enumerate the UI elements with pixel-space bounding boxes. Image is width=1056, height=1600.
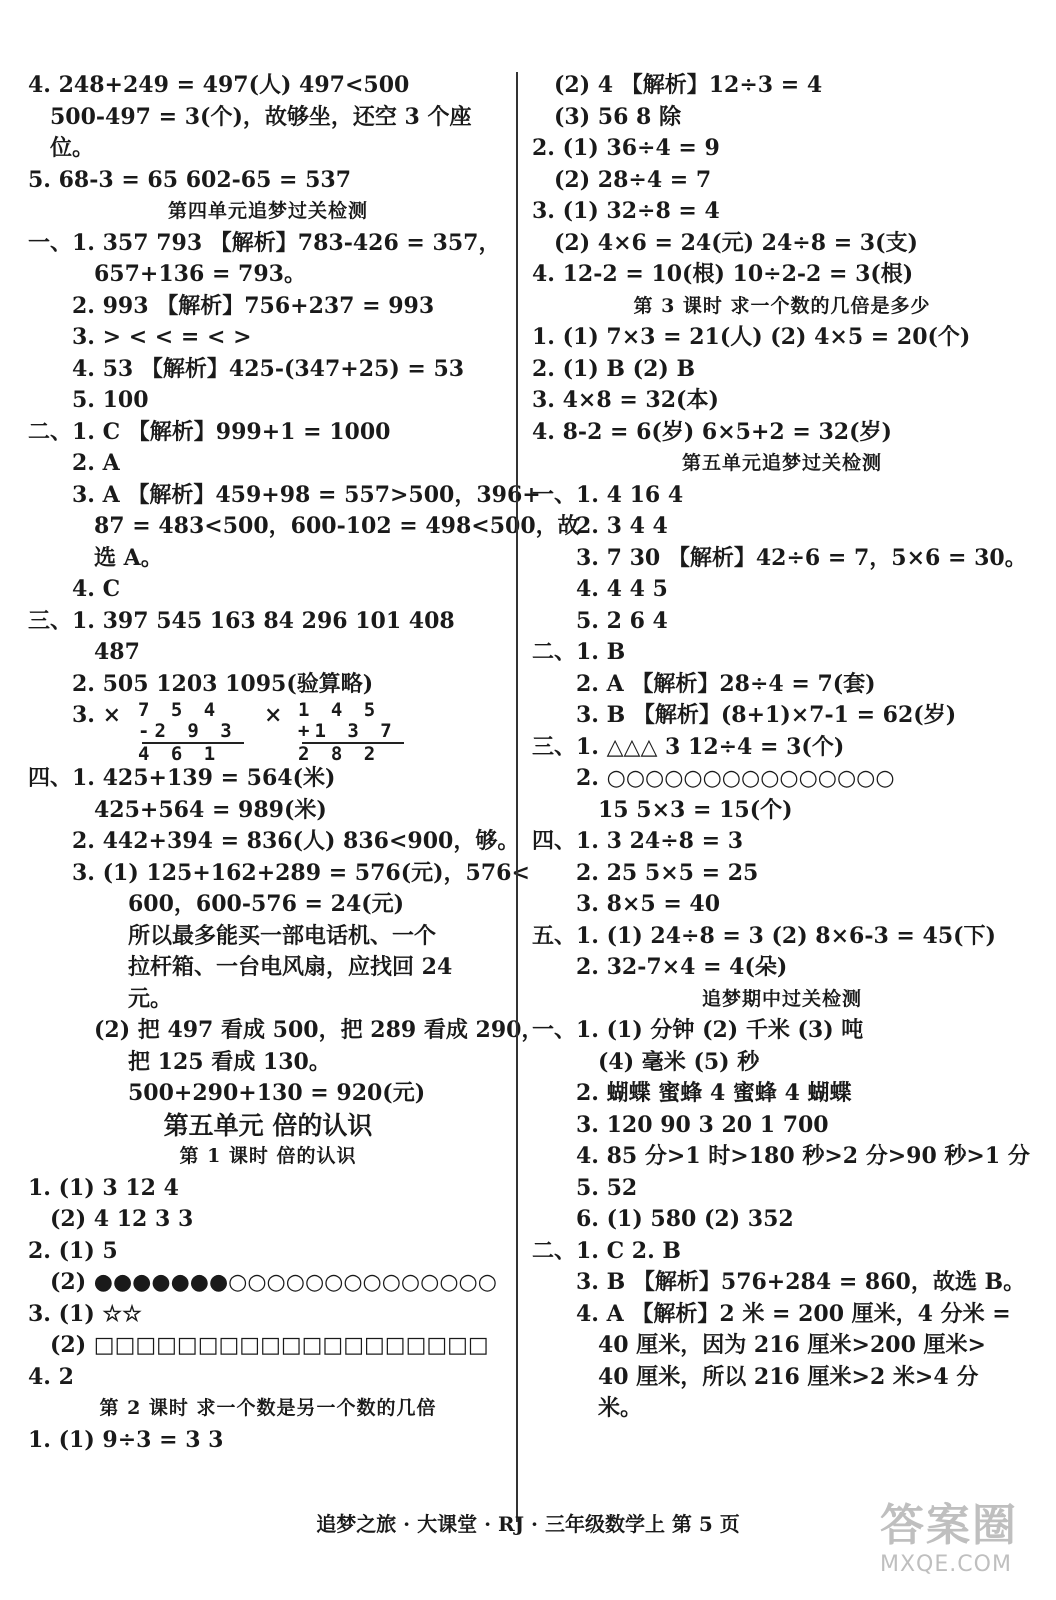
answer-line: 3. 8×5 = 40 <box>576 891 721 917</box>
answer-line: 5. 100 <box>72 387 149 413</box>
answer-line: 拉杆箱、一台电风扇，应找回 24 <box>128 954 453 980</box>
answer-line: 所以最多能买一部电话机、一个 <box>128 922 437 949</box>
answer-line: 5. 52 <box>576 1174 638 1201</box>
answer-line: 5. 68-3 = 65 602-65 = 537 <box>28 166 352 193</box>
vertical-sep: × <box>264 702 283 728</box>
answer-line: 一、1. 4 16 4 <box>532 481 684 508</box>
answer-line: 3. (1) 32÷8 = 4 <box>532 198 720 224</box>
answer-line: 500+290+130 = 920(元) <box>128 1080 426 1106</box>
answer-line: 元。 <box>128 985 173 1012</box>
section-heading: 追梦期中过关检测 <box>701 987 862 1010</box>
answer-line: 4. 2 <box>28 1363 74 1390</box>
answer-line: 五、1. (1) 24÷8 = 3 (2) 8×6-3 = 45(下) <box>532 922 996 949</box>
answer-line: 2. A 【解析】28÷4 = 7(套) <box>576 670 876 697</box>
answer-line: 40 厘米，所以 216 厘米>2 米>4 分 <box>598 1363 979 1390</box>
calc2-top: 1 4 5 <box>298 699 381 721</box>
answer-line: 3. 7 30 【解析】42÷6 = 7，5×6 = 30。 <box>576 544 1027 571</box>
answer-line: 3. 4×8 = 32(本) <box>532 387 719 413</box>
section-heading: 第四单元追梦过关检测 <box>167 200 368 222</box>
watermark-logo <box>880 1500 1040 1590</box>
answer-line: (2) 4 12 3 3 <box>50 1206 194 1232</box>
answer-line: 三、1. 397 545 163 84 296 101 408 <box>28 607 455 634</box>
answer-line: 二、1. C 2. B <box>532 1237 682 1264</box>
answer-line: 6. (1) 580 (2) 352 <box>576 1206 794 1232</box>
watermark-url: MXQE.COM <box>880 1552 1012 1577</box>
answer-line: 4. 248+249 = 497(人) 497<500 <box>28 72 410 98</box>
answer-line: (2) ●●●●●●●○○○○○○○○○○○○○○ <box>50 1269 497 1295</box>
answer-line: 4. 12-2 = 10(根) 10÷2-2 = 3(根) <box>532 261 914 287</box>
answer-line: 2. A <box>72 450 120 476</box>
answer-line: 15 5×3 = 15(个) <box>598 796 793 823</box>
answer-line: 657+136 = 793。 <box>94 261 306 287</box>
answer-line: 4. C <box>72 576 121 602</box>
section-heading: 第五单元追梦过关检测 <box>681 452 882 474</box>
answer-line: 2. 442+394 = 836(人) 836<900，够。 <box>72 828 520 854</box>
section-heading: 第 1 课时 倍的认识 <box>179 1145 357 1167</box>
answer-line: 米。 <box>598 1395 643 1421</box>
vertical-label: 3. × <box>72 702 122 728</box>
answer-line: 4. 85 分>1 时>180 秒>2 分>90 秒>1 分 <box>576 1143 1030 1169</box>
answer-line: 2. 993 【解析】756+237 = 993 <box>72 292 435 319</box>
answer-line: (2) □□□□□□□□□□□□□□□□□□□ <box>50 1332 489 1358</box>
answer-line: 二、1. C 【解析】999+1 = 1000 <box>28 418 391 445</box>
answer-line: (2) 4 【解析】12÷3 = 4 <box>554 72 823 98</box>
column-divider <box>516 72 518 1522</box>
right-column <box>532 70 1032 1425</box>
answer-line: 2. (1) 36÷4 = 9 <box>532 135 720 161</box>
answer-line: 2. 25 5×5 = 25 <box>576 859 759 886</box>
answer-line: 2. 505 1203 1095(验算略) <box>72 670 374 697</box>
answer-line: (4) 毫米 (5) 秒 <box>598 1048 760 1075</box>
answer-line: 3. 120 90 3 20 1 700 <box>576 1111 829 1138</box>
left-lines-part2 <box>28 763 544 1456</box>
answer-line: 一、1. 357 793 【解析】783-426 = 357， <box>28 229 501 256</box>
answer-line: 一、1. (1) 分钟 (2) 千米 (3) 吨 <box>532 1017 864 1043</box>
answer-line: 4. 53 【解析】425-(347+25) = 53 <box>72 355 465 382</box>
answer-line: 2. 蝴蝶 蜜蜂 4 蜜蜂 4 蝴蝶 <box>576 1080 852 1106</box>
answer-line: 4. A 【解析】2 米 = 200 厘米，4 分米 = <box>576 1300 1011 1327</box>
answer-line: 3. B 【解析】576+284 = 860，故选 B。 <box>576 1269 1026 1295</box>
section-heading: 第 2 课时 求一个数是另一个数的几倍 <box>99 1397 437 1419</box>
calc2-mid: +1 3 7 <box>298 720 397 742</box>
answer-line: 1. (1) 7×3 = 21(人) (2) 4×5 = 20(个) <box>532 324 971 350</box>
answer-line: 500-497 = 3(个)，故够坐，还空 3 个座 <box>50 103 472 130</box>
answer-line: 487 <box>94 639 140 665</box>
answer-line: 600，600-576 = 24(元) <box>128 891 405 917</box>
answer-line: 位。 <box>50 135 95 161</box>
answer-line: 2. (1) B (2) B <box>532 355 696 382</box>
answer-line: 二、1. B <box>532 639 626 665</box>
answer-line: 1. (1) 3 12 4 <box>28 1174 179 1201</box>
answer-line: 3. > < < = < > <box>72 324 252 350</box>
answer-line: 选 A。 <box>94 544 163 571</box>
answer-line: 2. (1) 5 <box>28 1237 118 1264</box>
answer-line: (2) 把 497 看成 500，把 289 看成 290， <box>94 1017 544 1043</box>
watermark-text: 答案圈 <box>880 1500 1018 1551</box>
answer-line: 3. (1) ☆☆ <box>28 1300 142 1327</box>
vertical-calc-1 <box>138 700 248 765</box>
answer-line: (2) 4×6 = 24(元) 24÷8 = 3(支) <box>554 229 918 256</box>
answer-line: (3) 56 8 除 <box>554 103 682 130</box>
answer-line: 3. A 【解析】459+98 = 557>500，396+ <box>72 481 541 508</box>
answer-line: 三、1. △△△ 3 12÷4 = 3(个) <box>532 733 845 760</box>
answer-line: 40 厘米，因为 216 厘米>200 厘米> <box>598 1332 986 1358</box>
section-heading: 第 3 课时 求一个数的几倍是多少 <box>633 294 931 317</box>
answer-line: 2. ○○○○○○○○○○○○○○○ <box>576 765 895 791</box>
answer-line: 87 = 483<500，600-102 = 498<500，故 <box>94 513 580 539</box>
section-heading: 第五单元 倍的认识 <box>163 1110 373 1140</box>
vertical-calculations <box>28 700 508 763</box>
page-footer: 追梦之旅 · 大课堂 · RJ · 三年级数学上 第 5 页 <box>316 1512 740 1536</box>
answer-line: 3. B 【解析】(8+1)×7-1 = 62(岁) <box>576 702 957 728</box>
answer-line: 四、1. 3 24÷8 = 3 <box>532 828 744 854</box>
calc1-top: 7 5 4 <box>138 699 221 721</box>
answer-line: 2. 32-7×4 = 4(朵) <box>576 954 788 980</box>
answer-line: 425+564 = 989(米) <box>94 796 327 823</box>
answer-line: (2) 28÷4 = 7 <box>554 166 712 193</box>
calc2-res: 2 8 2 <box>298 743 381 765</box>
answer-line: 把 125 看成 130。 <box>128 1048 331 1075</box>
answer-line: 4. 4 4 5 <box>576 576 668 602</box>
answer-line: 4. 8-2 = 6(岁) 6×5+2 = 32(岁) <box>532 418 892 445</box>
answer-line: 1. (1) 9÷3 = 3 3 <box>28 1426 224 1453</box>
answer-line: 四、1. 425+139 = 564(米) <box>28 765 336 791</box>
calc1-res: 4 6 1 <box>138 743 221 765</box>
calc1-mid: -2 9 3 <box>138 720 237 742</box>
vertical-calc-2 <box>298 700 408 765</box>
answer-line: 5. 2 6 4 <box>576 607 668 634</box>
answer-line: 3. (1) 125+162+289 = 576(元)，576< <box>72 859 530 886</box>
answer-line: 2. 3 4 4 <box>576 513 668 539</box>
